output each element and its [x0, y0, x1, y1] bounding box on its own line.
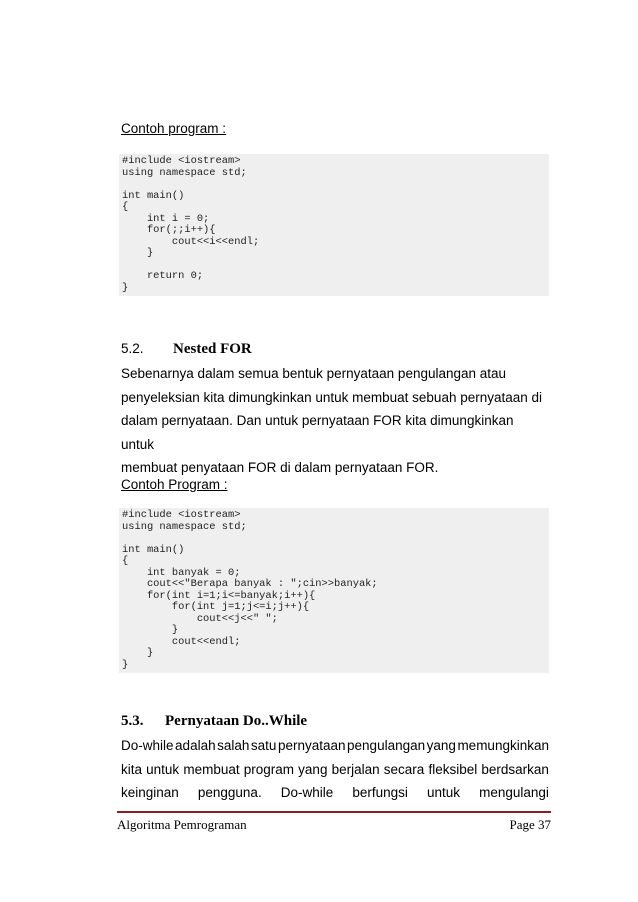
section-title: Nested FOR: [173, 341, 252, 357]
word: satu: [250, 738, 277, 753]
code-line: #include <iostream>: [122, 509, 241, 521]
word: berjalan: [331, 761, 380, 777]
word: berdsarkan: [481, 761, 549, 777]
paragraph-line: [121, 758, 549, 782]
code-block-1: [119, 154, 549, 296]
code-line: cout<<endl;: [122, 635, 241, 648]
code-line: for(int i=1;i<=banyak;i++){: [122, 589, 316, 602]
word: yang: [426, 738, 456, 753]
section-number: 5.3.: [121, 713, 144, 729]
nested-for-paragraph: [121, 362, 549, 480]
code-line: using namespace std;: [122, 166, 247, 179]
word: pernyataan: [277, 738, 346, 753]
word: keinginan: [121, 785, 179, 800]
section-heading-nested-for: [121, 341, 252, 358]
code-line: }: [122, 624, 179, 636]
code-line: #include <iostream>: [122, 155, 241, 167]
code-line: cout<<i<<endl;: [122, 235, 260, 248]
code-line: int main(): [122, 189, 185, 202]
code-line: using namespace std;: [122, 520, 247, 533]
code-line: }: [122, 247, 154, 259]
word: membuat: [183, 761, 240, 777]
code-line: [122, 179, 549, 191]
paragraph-line: penyeleksian kita dimungkinkan untuk membuat sebuah pernyataan di: [121, 389, 543, 405]
word: fleksibel: [428, 761, 478, 777]
word: pengguna.: [197, 785, 262, 800]
code-line: }: [122, 647, 154, 659]
code-line: cout<<j<<" ";: [122, 612, 278, 625]
section-title: Pernyataan Do..While: [165, 713, 308, 729]
code-line: int main(): [122, 543, 185, 556]
word: mengulangi: [479, 785, 549, 800]
word: Do-while: [280, 785, 334, 800]
code-example-label: Contoh Program :: [121, 477, 228, 492]
code-line: for(int j=1;j<=i;j++){: [122, 601, 310, 613]
code-line: return 0;: [122, 270, 204, 282]
code-line: int i = 0;: [122, 212, 210, 225]
do-while-paragraph: [121, 734, 549, 805]
word: untuk: [427, 785, 461, 800]
word: secara: [383, 761, 425, 777]
code-block-2: [119, 508, 549, 673]
page-footer: [117, 811, 551, 833]
code-line: int banyak = 0;: [122, 566, 241, 579]
word: program: [243, 761, 295, 777]
code-line: }: [122, 281, 129, 294]
code-line: for(;;i++){: [122, 224, 216, 236]
section-heading-do-while: [121, 713, 307, 730]
word: salah: [217, 738, 250, 753]
code-line: cout<<"Berapa banyak : ";cin>>banyak;: [122, 578, 378, 590]
word: pengulangan: [347, 738, 426, 753]
word: untuk: [146, 761, 180, 777]
word: memungkinkan: [457, 738, 549, 753]
code-line: {: [122, 555, 129, 567]
code-line: }: [122, 658, 129, 671]
paragraph-line: Sebenarnya dalam semua bentuk pernyataan pengulangan atau: [121, 366, 507, 381]
word: yang: [298, 761, 328, 777]
code-example-label: Contoh program :: [121, 121, 227, 136]
word: Do-while: [121, 738, 174, 753]
paragraph-line-justified: [121, 781, 549, 805]
word: berfungsi: [352, 785, 408, 800]
paragraph-line: dalam pernyataan. Dan untuk pernyataan FOR kita dimungkinkan untuk: [121, 413, 514, 452]
paragraph-line: [121, 734, 549, 758]
word: adalah: [175, 738, 216, 753]
word: kita: [121, 761, 143, 777]
footer-title: Algoritma Pemrograman: [117, 817, 247, 832]
page-number: Page 37: [509, 817, 551, 832]
paragraph-line: membuat penyataan FOR di dalam pernyataan FOR.: [121, 460, 439, 475]
section-number: 5.2.: [121, 341, 144, 356]
code-line: [122, 533, 549, 545]
code-line: {: [122, 201, 129, 213]
